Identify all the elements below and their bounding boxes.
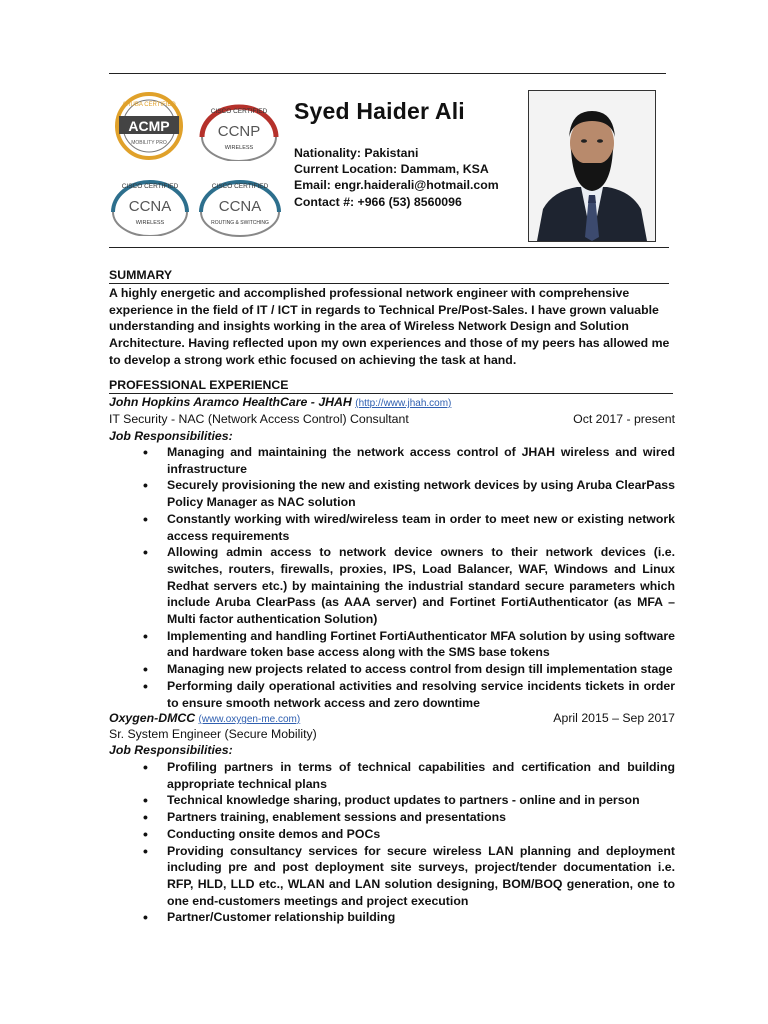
acmp-badge-sub: MOBILITY PRO [131,140,167,146]
job1-role-line [109,411,675,428]
summary-title: SUMMARY [109,268,173,282]
ccna-rs-badge-main: CCNA [218,198,262,215]
job2-role: Sr. System Engineer (Secure Mobility) [109,727,317,741]
list-item: • Technical knowledge sharing, product updates to partners - online and in person [140,792,675,809]
summary-heading [109,268,669,284]
acmp-badge-top: ARUBA CERTIFIED [122,102,176,108]
acmp-badge-icon [111,90,187,167]
job1-responsibilities-label: Job Responsibilities: [109,429,233,443]
summary-text: A highly energetic and accomplished professional network engineer with comprehensive experience in the field of IT / ICT in regards to Technical Pre/Post-Sales. I have grown valuable understanding and insights working in the area of Wireless Network Design and Solution Architecture. Having reflected upon my own experiences and those of my peers has allowed me to develop a strong work ethic focused on achieving the task at hand. [109,286,670,367]
job2-bullet-list [140,759,675,926]
job1-role: IT Security - NAC (Network Access Control) Consultant [109,412,409,426]
experience-title: PROFESSIONAL EXPERIENCE [109,378,289,392]
job2-responsibilities-label: Job Responsibilities: [109,743,233,757]
candidate-name: Syed Haider Ali [294,98,465,124]
ccna-wireless-badge-sub: WIRELESS [135,220,165,226]
list-item: • Implementing and handling Fortinet FortiAuthenticator MFA solution by using software and hardware token base access along with the SMS base tokens [140,628,675,661]
list-item: • Managing and maintaining the network access control of JHAH wireless and wired infrastructure [140,444,675,477]
job2-url-link[interactable]: (www.oxygen-me.com) [198,714,301,725]
acmp-badge-main: ACMP [128,118,170,134]
experience-heading [109,378,673,394]
list-item: • Performing daily operational activities and resolving service incidents tickets in order to ensure smooth network access and zero downtime [140,678,675,711]
list-item: • Conducting onsite demos and POCs [140,826,675,843]
ccnp-badge-main: CCNP [217,123,261,140]
phone: Contact #: +966 (53) 8560096 [294,194,462,209]
job1-dates: Oct 2017 - present [573,412,675,426]
list-item: • Partners training, enablement sessions and presentations [140,809,675,826]
ccna-rs-badge-sub: ROUTING & SWITCHING [211,220,269,226]
job1-company-line [109,394,675,413]
profile-photo [528,90,656,242]
list-item: • Allowing admin access to network device owners to their network devices (i.e. switches, routers, firewalls, proxies, IPS, Load Balancer, WAF, Windows and Linux Redhat servers etc.) by maintaining the industrial standard secure parameters which include Aruba ClearPass (as AAA server) and Fortinet FortiAuthenticator (as MFA – Multi factor authentication Solution) [140,544,675,628]
portrait-icon [529,91,655,241]
job1-bullet-list [140,444,675,711]
ccna-rs-badge-icon [196,176,284,243]
list-item: • Profiling partners in terms of technical capabilities and certification and building appropriate technical plans [140,759,675,792]
current-location: Current Location: Dammam, KSA [294,162,489,177]
ccnp-badge-icon [196,101,282,166]
nationality: Nationality: Pakistani [294,146,419,160]
ccnp-badge-top: CISCO CERTIFIED [210,108,268,115]
job1-url-link[interactable]: (http://www.jhah.com) [355,398,452,409]
ccna-wireless-badge-main: CCNA [128,198,172,215]
list-item: • Partner/Customer relationship building [140,909,675,926]
job1-company: John Hopkins Aramco HealthCare - JHAH [109,395,352,409]
email: Email: engr.haiderali@hotmail.com [294,178,499,193]
ccnp-badge-sub: WIRELESS [224,145,254,151]
ccna-rs-badge-top: CISCO CERTIFIED [211,183,269,190]
contact-block [294,145,499,210]
list-item: • Constantly working with wired/wireless team in order to meet new or existing network access requirements [140,511,675,544]
list-item: • Managing new projects related to access control from design till implementation stage [140,661,675,678]
ccna-wireless-badge-icon [108,176,192,241]
header-bottom-rule [109,247,669,248]
ccna-wireless-badge-top: CISCO CERTIFIED [121,183,179,190]
job2-dates: April 2015 – Sep 2017 [553,711,675,725]
list-item: • Securely provisioning the new and existing network devices by using Aruba ClearPass Policy Manager as NAC solution [140,477,675,510]
list-item: • Providing consultancy services for secure wireless LAN planning and deployment including pre and post deployment site surveys, project/tender documentation i.e. RFP, HLD, LLD etc., WLAN and LAN solution designing, BOM/BOQ generation, one to one end-customers meetings and project execution [140,843,675,910]
job2-company: Oxygen-DMCC [109,711,196,725]
top-rule [109,73,666,74]
